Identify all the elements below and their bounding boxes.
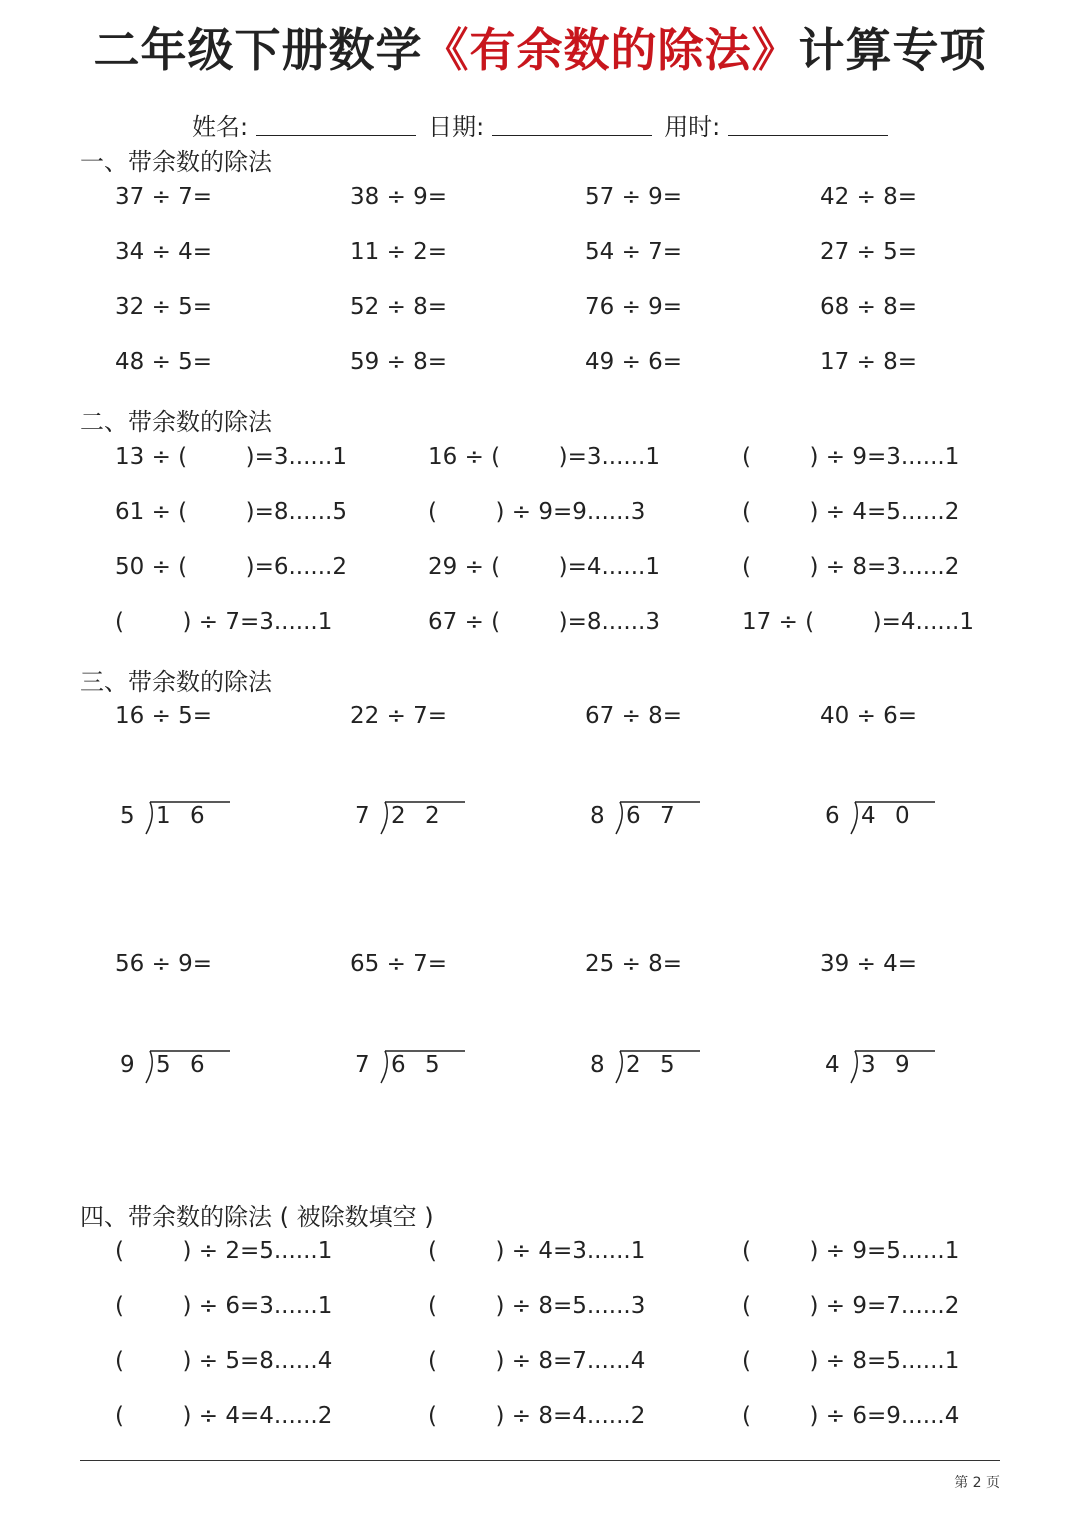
- problem: 29 ÷ ( )=4......1: [428, 554, 660, 580]
- section-4-heading: 四、带余数的除法 ( 被除数填空 ): [80, 1203, 434, 1231]
- long-division-box[interactable]: [825, 1045, 945, 1085]
- section-1-row: [0, 235, 1080, 269]
- problem: 56 ÷ 9=: [115, 951, 213, 977]
- problem: 54 ÷ 7=: [585, 239, 683, 265]
- section-3-equation-row: [0, 947, 1080, 981]
- section-2-row: [0, 440, 1080, 474]
- section-2-heading: 二、带余数的除法: [80, 408, 272, 436]
- dividend: 6 7: [626, 803, 681, 829]
- problem: ( ) ÷ 8=7......4: [428, 1348, 646, 1374]
- student-info: [192, 104, 912, 144]
- divisor: 7: [355, 1052, 370, 1078]
- problem: 17 ÷ ( )=4......1: [742, 609, 974, 635]
- section-1-heading: 一、带余数的除法: [80, 148, 272, 176]
- problem: 65 ÷ 7=: [350, 951, 448, 977]
- name-label: 姓名:: [192, 112, 249, 141]
- page-title: [0, 18, 1080, 82]
- long-division-box[interactable]: [590, 796, 710, 836]
- section-3-equation-row: [0, 699, 1080, 733]
- problem: 50 ÷ ( )=6......2: [115, 554, 347, 580]
- problem: 40 ÷ 6=: [820, 703, 918, 729]
- divisor: 9: [120, 1052, 135, 1078]
- section-4-row: [0, 1234, 1080, 1268]
- divisor: 6: [825, 803, 840, 829]
- problem: 48 ÷ 5=: [115, 349, 213, 375]
- section-2-row: [0, 495, 1080, 529]
- problem: 67 ÷ 8=: [585, 703, 683, 729]
- problem: 61 ÷ ( )=8......5: [115, 499, 347, 525]
- divisor: 7: [355, 803, 370, 829]
- problem: ( ) ÷ 4=5......2: [742, 499, 960, 525]
- divisor: 8: [590, 803, 605, 829]
- problem: ( ) ÷ 4=4......2: [115, 1403, 333, 1429]
- title-prefix: 二年级下册数学: [93, 23, 423, 77]
- dividend: 1 6: [156, 803, 211, 829]
- problem: 22 ÷ 7=: [350, 703, 448, 729]
- problem: ( ) ÷ 4=3......1: [428, 1238, 646, 1264]
- problem: 42 ÷ 8=: [820, 184, 918, 210]
- problem: 25 ÷ 8=: [585, 951, 683, 977]
- problem: 49 ÷ 6=: [585, 349, 683, 375]
- long-division-box[interactable]: [355, 796, 475, 836]
- problem: ( ) ÷ 8=4......2: [428, 1403, 646, 1429]
- problem: ( ) ÷ 8=5......1: [742, 1348, 960, 1374]
- dividend: 3 9: [861, 1052, 916, 1078]
- section-4-row: [0, 1344, 1080, 1378]
- problem: ( ) ÷ 9=5......1: [742, 1238, 960, 1264]
- problem: 16 ÷ ( )=3......1: [428, 444, 660, 470]
- section-2-row: [0, 605, 1080, 639]
- problem: ( ) ÷ 2=5......1: [115, 1238, 333, 1264]
- problem: ( ) ÷ 8=5......3: [428, 1293, 646, 1319]
- problem: ( ) ÷ 6=9......4: [742, 1403, 960, 1429]
- problem: 76 ÷ 9=: [585, 294, 683, 320]
- section-3-heading: 三、带余数的除法: [80, 668, 272, 696]
- problem: 17 ÷ 8=: [820, 349, 918, 375]
- problem: 68 ÷ 8=: [820, 294, 918, 320]
- dividend: 5 6: [156, 1052, 211, 1078]
- long-division-box[interactable]: [120, 1045, 240, 1085]
- problem: 37 ÷ 7=: [115, 184, 213, 210]
- problem: 32 ÷ 5=: [115, 294, 213, 320]
- problem: 67 ÷ ( )=8......3: [428, 609, 660, 635]
- dividend: 4 0: [861, 803, 916, 829]
- long-division-box[interactable]: [825, 796, 945, 836]
- dividend: 2 5: [626, 1052, 681, 1078]
- footer-divider: [80, 1460, 1000, 1461]
- section-4-row: [0, 1289, 1080, 1323]
- problem: ( ) ÷ 8=3......2: [742, 554, 960, 580]
- section-1-row: [0, 345, 1080, 379]
- problem: ( ) ÷ 9=7......2: [742, 1293, 960, 1319]
- long-division-box[interactable]: [355, 1045, 475, 1085]
- section-2-row: [0, 550, 1080, 584]
- title-suffix: 计算专项: [798, 23, 987, 77]
- time-blank[interactable]: [728, 113, 888, 136]
- long-division-box[interactable]: [120, 796, 240, 836]
- problem: ( ) ÷ 9=9......3: [428, 499, 646, 525]
- dividend: 2 2: [391, 803, 446, 829]
- problem: 52 ÷ 8=: [350, 294, 448, 320]
- problem: 16 ÷ 5=: [115, 703, 213, 729]
- problem: 59 ÷ 8=: [350, 349, 448, 375]
- problem: ( ) ÷ 7=3......1: [115, 609, 333, 635]
- problem: ( ) ÷ 6=3......1: [115, 1293, 333, 1319]
- date-blank[interactable]: [492, 113, 652, 136]
- divisor: 5: [120, 803, 135, 829]
- problem: 34 ÷ 4=: [115, 239, 213, 265]
- problem: 57 ÷ 9=: [585, 184, 683, 210]
- problem: 13 ÷ ( )=3......1: [115, 444, 347, 470]
- problem: 27 ÷ 5=: [820, 239, 918, 265]
- problem: 39 ÷ 4=: [820, 951, 918, 977]
- long-division-box[interactable]: [590, 1045, 710, 1085]
- dividend: 6 5: [391, 1052, 446, 1078]
- time-label: 用时:: [664, 112, 721, 141]
- section-1-row: [0, 180, 1080, 214]
- problem: 38 ÷ 9=: [350, 184, 448, 210]
- section-4-row: [0, 1399, 1080, 1433]
- divisor: 4: [825, 1052, 840, 1078]
- divisor: 8: [590, 1052, 605, 1078]
- problem: ( ) ÷ 9=3......1: [742, 444, 960, 470]
- problem: ( ) ÷ 5=8......4: [115, 1348, 333, 1374]
- section-1-row: [0, 290, 1080, 324]
- date-label: 日期:: [428, 112, 485, 141]
- title-highlight: 《有余数的除法》: [422, 23, 799, 77]
- page-number: 第 2 页: [954, 1475, 1000, 1491]
- name-blank[interactable]: [256, 113, 416, 136]
- problem: 11 ÷ 2=: [350, 239, 448, 265]
